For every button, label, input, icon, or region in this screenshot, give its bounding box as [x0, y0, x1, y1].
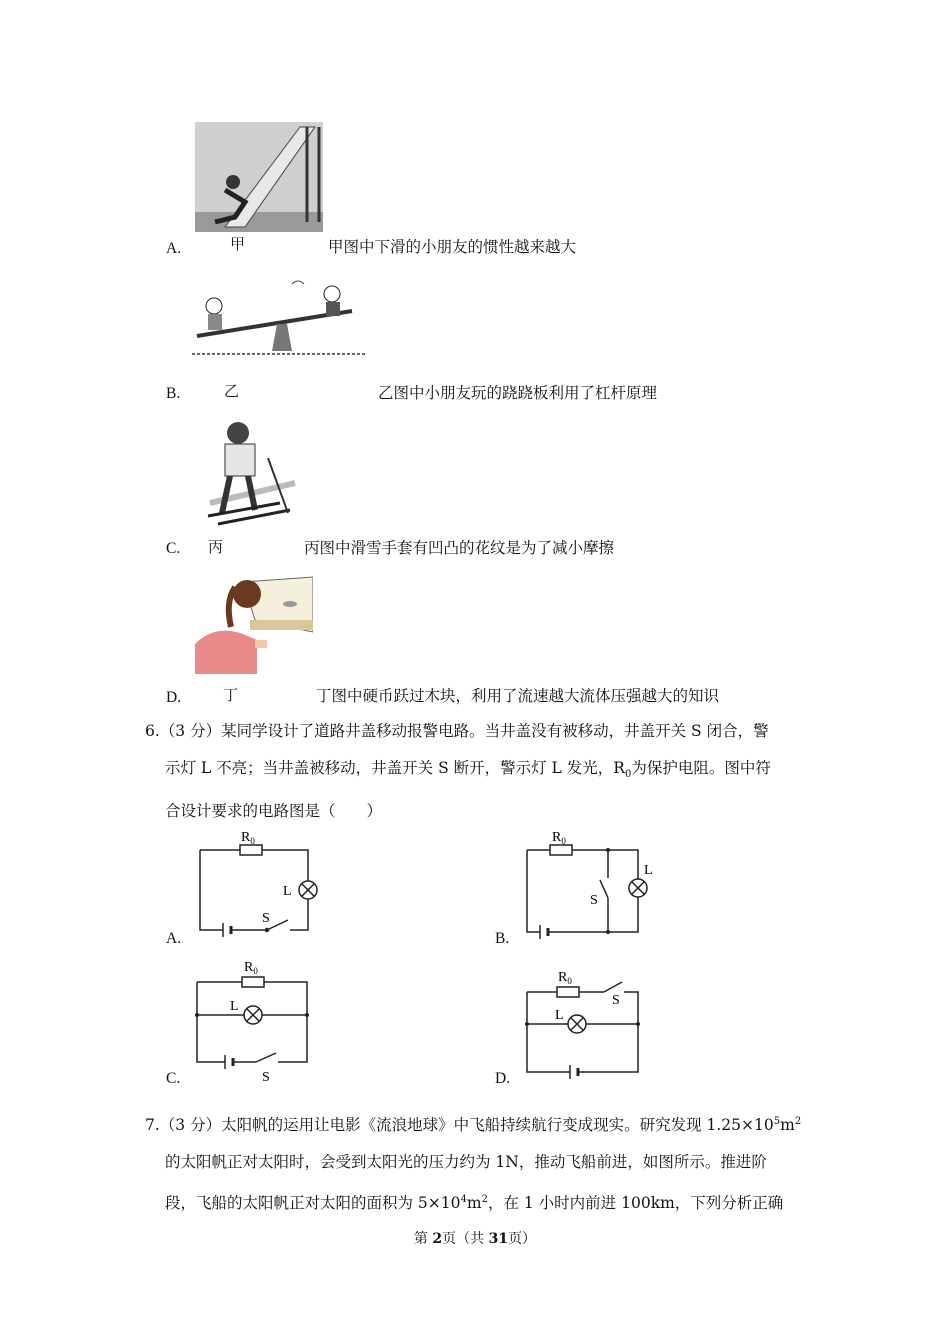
circuit-d-label: D. [495, 1070, 511, 1087]
question-6 [145, 713, 815, 830]
q6-line2a: 示灯 L 不亮；当井盖被移动，井盖开关 S 断开，警示灯 L 发光，R [165, 759, 625, 777]
switch-label-b: S [590, 893, 598, 908]
seesaw-illustration [192, 276, 367, 361]
switch-label-c: S [262, 1070, 270, 1085]
q7-line3c: ，在 1 小时内前进 100km，下列分析正确 [487, 1194, 784, 1213]
option-b-text: 乙图中小朋友玩的跷跷板利用了杠杆原理 [378, 384, 658, 402]
r0-label-b: $R_0$ [552, 830, 566, 846]
lamp-label-c: L [230, 999, 239, 1014]
option-a-text: 甲图中下滑的小朋友的惯性越来越大 [328, 238, 577, 256]
q7-line1-sup2: 2 [794, 1116, 802, 1127]
q7-line3-sup1: 4 [460, 1194, 467, 1206]
circuit-diagram-c [190, 955, 315, 1085]
circuit-b-label: B. [495, 930, 510, 947]
r0-label-c: $R_0$ [244, 960, 258, 976]
option-a-label: A. [166, 240, 182, 257]
q7-line3b: m [466, 1194, 482, 1213]
option-b-label: B. [166, 385, 181, 402]
option-c-text: 丙图中滑雪手套有凹凸的花纹是为了减小摩擦 [304, 539, 615, 557]
coin-blowing-illustration [195, 572, 313, 674]
switch-label-a: S [262, 911, 270, 926]
caption-jia: 甲 [230, 235, 246, 253]
caption-yi: 乙 [224, 382, 240, 400]
q7-line3-sup2: 2 [481, 1194, 488, 1206]
switch-label-d: S [612, 993, 620, 1008]
slide-illustration [195, 122, 323, 232]
q6-line3: 合设计要求的电路图是（ ） [165, 802, 383, 821]
option-d-label: D. [166, 689, 182, 706]
q7-number: 7. [145, 1116, 160, 1135]
caption-bing: 丙 [208, 538, 224, 556]
q7-score: （3 分） [159, 1116, 222, 1135]
q6-score: （3 分） [159, 722, 222, 740]
lamp-label-a: L [283, 884, 292, 899]
skier-illustration [200, 418, 302, 528]
option-d-text: 丁图中硬币跃过木块，利用了流速越大流体压强越大的知识 [316, 687, 720, 705]
circuit-diagram-d [520, 960, 650, 1085]
page-footer: 第 2页（共 31页） [413, 1231, 537, 1247]
q6-line2b: 为保护电阻。图中符 [631, 759, 771, 777]
q7-line2: 的太阳帆正对太阳时，会受到太阳光的压力约为 1N，推动飞船前进，如图所示。推进阶 [165, 1153, 767, 1172]
q6-line2-sub: 0 [624, 769, 632, 781]
lamp-label-d: L [555, 1008, 564, 1023]
circuit-c-label: C. [166, 1070, 181, 1087]
r0-label-d: $R_0$ [558, 970, 572, 986]
q6-line1: 某同学设计了道路井盖移动报警电路。当井盖没有被移动，井盖开关 S 闭合，警 [221, 722, 769, 740]
page-number: 2 [432, 1231, 443, 1247]
q7-line3a: 段，飞船的太阳帆正对太阳的面积为 5×10 [165, 1194, 461, 1213]
circuit-diagram-b [520, 826, 665, 941]
circuit-diagram-a [195, 826, 330, 941]
q6-number: 6. [145, 722, 160, 740]
r0-label-a: $R_0$ [241, 830, 255, 846]
option-c-label: C. [166, 540, 181, 557]
circuit-a-label: A. [166, 930, 182, 947]
question-7 [145, 1103, 815, 1222]
caption-ding: 丁 [223, 686, 239, 704]
q7-line1a: 太阳帆的运用让电影《流浪地球》中飞船持续航行变成现实。研究发现 1.25×10 [221, 1116, 774, 1135]
q7-line1b: m [780, 1116, 795, 1135]
page-total: 31 [488, 1231, 509, 1247]
q7-line1-sup1: 5 [773, 1116, 781, 1127]
lamp-label-b: L [644, 863, 653, 878]
